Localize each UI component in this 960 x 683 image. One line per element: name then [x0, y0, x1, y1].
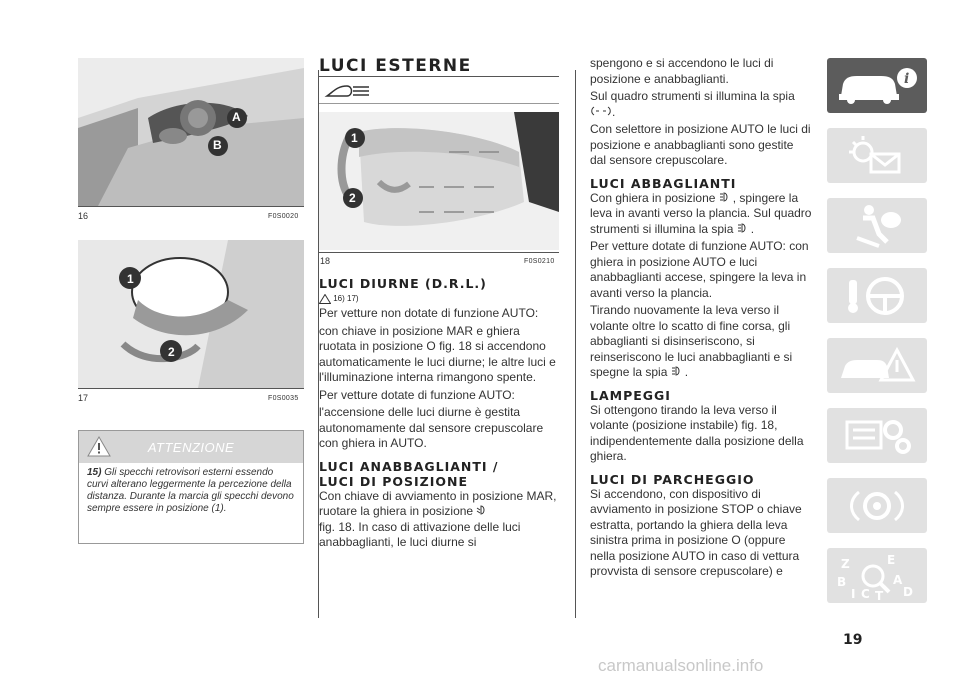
svg-text:D: D	[903, 585, 913, 599]
parking-heading: LUCI DI PARCHEGGIO	[590, 471, 755, 487]
high-beam-paragraph-2: Per vetture dotate di funzione AUTO: con ghiera in posizione AUTO e luci anabbaglianti accese, spingere la leva in avanti verso la plancia.	[590, 239, 809, 300]
figure-18-rule	[319, 252, 559, 253]
figure-18-code: F0S0210	[524, 258, 555, 265]
right-paragraph-1: spengono e si accendono le luci di posizione e anabbaglianti.	[590, 56, 774, 86]
mirror-fold-illustration	[78, 240, 304, 388]
figure-16-rule	[78, 206, 304, 207]
figure-17-code: F0S0035	[268, 395, 299, 402]
drl-paragraph-3: Per vetture dotate di funzione AUTO:	[319, 387, 515, 402]
parking-paragraph: Si accendono, con dispositivo di avviamento in posizione STOP o chiave estratta, portando la ghiera della leva sinistra prima in posizione O (oppure nella posizione AUTO in caso di vettura provvista di sensore crepuscolare) e	[590, 486, 802, 578]
right-paragraph-2: Sul quadro strumenti si illumina la spia .	[590, 89, 795, 119]
drl-paragraph-1: Per vetture non dotate di funzione AUTO:	[319, 306, 539, 320]
watermark: carmanualsonline.info	[598, 656, 764, 675]
title-rule-2	[319, 103, 559, 104]
tab-multimedia[interactable]	[827, 478, 927, 533]
title-rule	[319, 76, 559, 77]
tab-index[interactable]	[827, 548, 927, 603]
high-beam-icon-2	[737, 223, 751, 233]
svg-text:I: I	[851, 587, 856, 601]
dipped-heading-line-2: LUCI DI POSIZIONE	[319, 473, 469, 489]
svg-text:T: T	[875, 589, 884, 603]
figure-17-label-1: 1	[127, 272, 134, 286]
dipped-beam-icon	[476, 505, 490, 515]
figure-16-number: 16	[78, 211, 89, 221]
tab-safety[interactable]	[827, 198, 927, 253]
tab-car-info[interactable]	[827, 58, 927, 113]
figure-17-number: 17	[78, 393, 89, 403]
figure-18-label-1: 1	[351, 131, 358, 145]
exterior-lights-icon	[323, 82, 373, 100]
dipped-paragraph-1	[319, 489, 559, 520]
warning-box	[78, 430, 304, 544]
drl-refs-row	[319, 294, 559, 306]
column-separator-2	[575, 70, 576, 618]
page-title: LUCI ESTERNE	[319, 56, 472, 76]
airbag-icon	[827, 198, 927, 253]
high-beam-heading: LUCI ABBAGLIANTI	[590, 175, 737, 191]
svg-text:A: A	[893, 573, 903, 587]
drl-paragraph-2: con chiave in posizione MAR e ghiera ruotata in posizione O fig. 18 si accendono automaticamente le luci diurne; le altre luci e l'illuminazione interna rimangono spente.	[319, 323, 556, 384]
caution-triangle-icon	[319, 294, 331, 304]
high-beam-paragraph-1b: , spingere la leva in avanti verso la plancia. Sul quadro strumenti si illumina la spia	[590, 190, 812, 236]
svg-text:C: C	[861, 587, 870, 601]
dipped-heading-line-1: LUCI ANABBAGLIANTI /	[319, 458, 499, 474]
flash-paragraph: Si ottengono tirando la leva verso il volante (posizione instabile) fig. 18, indipendentemente dalla posizione della ghiera.	[590, 402, 804, 463]
figure-16-label-a: A	[232, 110, 241, 124]
tab-emergency[interactable]	[827, 338, 927, 393]
mirror-control-illustration	[78, 58, 304, 206]
figure-17-rule	[78, 388, 304, 389]
high-beam-icon-3	[671, 366, 685, 376]
svg-text:Z: Z	[841, 557, 850, 571]
figure-18-number: 18	[320, 256, 331, 266]
warning-text: Gli specchi retrovisori esterni essendo curvi alterano leggermente la percezione della distanza. Durante la marcia gli specchi devono sempre essere in posizione (1).	[87, 467, 294, 514]
index-icon	[827, 548, 927, 603]
emergency-icon	[827, 338, 927, 393]
high-beam-paragraph-3: Tirando nuovamente la leva verso il volante oltre lo scatto di fine corsa, gli abbaglianti si disinseriscono, si reinseriscono le luci anabbaglianti e si spegne la spia .	[590, 303, 793, 379]
right-paragraph-3: Con selettore in posizione AUTO le luci di posizione e anabbaglianti sono gestite dal sensore crepuscolare.	[590, 122, 811, 167]
high-beam-paragraph-1: Con ghiera in posizione , spingere la leva in avanti verso la plancia. Sul quadro strumenti si illumina la spia .	[590, 190, 812, 236]
side-lights-icon	[590, 106, 612, 116]
warning-title: ATTENZIONE	[147, 440, 235, 455]
car-info-icon	[827, 58, 927, 113]
warning-lights-icon	[827, 128, 927, 183]
maintenance-icon	[827, 408, 927, 463]
svg-text:B: B	[837, 575, 847, 589]
figure-16	[78, 58, 304, 206]
figure-17-label-2: 2	[168, 345, 175, 359]
middle-text	[319, 276, 559, 551]
figure-17	[78, 240, 304, 388]
high-beam-icon	[719, 192, 733, 202]
dipped-paragraph-2: fig. 18. In caso di attivazione delle luci anabbaglianti, le luci diurne si	[319, 519, 521, 549]
svg-text:i: i	[904, 71, 910, 87]
steering-wheel-icon	[827, 268, 927, 323]
warning-header	[79, 431, 303, 463]
tab-starting-driving[interactable]	[827, 268, 927, 323]
right-text	[590, 56, 812, 580]
dipped-paragraph-1-text: Con chiave di avviamento in posizione MAR, ruotare la ghiera in posizione	[319, 488, 557, 518]
high-beam-paragraph-1a: Con ghiera in posizione	[590, 190, 716, 205]
warning-number: 15)	[87, 467, 102, 478]
multimedia-icon	[827, 478, 927, 533]
warning-body	[79, 463, 303, 519]
drl-paragraph-4: l'accensione delle luci diurne è gestita autonomamente dal sensore crepuscolare con ghiera in AUTO.	[319, 405, 544, 450]
drl-refs: 16) 17)	[333, 294, 359, 304]
drl-heading: LUCI DIURNE (D.R.L.)	[319, 276, 487, 291]
figure-18-label-2: 2	[349, 191, 356, 205]
tab-maintenance[interactable]	[827, 408, 927, 463]
high-beam-paragraph-3-text: Tirando nuovamente la leva verso il volante oltre lo scatto di fine corsa, gli abbaglianti si disinseriscono, si reinseriscono le luci anabbaglianti e si spegne la spia	[590, 303, 793, 379]
tab-warning-lights[interactable]	[827, 128, 927, 183]
figure-16-label-b: B	[213, 138, 222, 152]
right-paragraph-2-text: Sul quadro strumenti si illumina la spia	[590, 89, 795, 103]
flash-heading: LAMPEGGI	[590, 387, 671, 403]
svg-text:E: E	[887, 553, 896, 567]
figure-16-code: F0S0020	[268, 213, 299, 220]
page-number: 19	[843, 632, 863, 648]
